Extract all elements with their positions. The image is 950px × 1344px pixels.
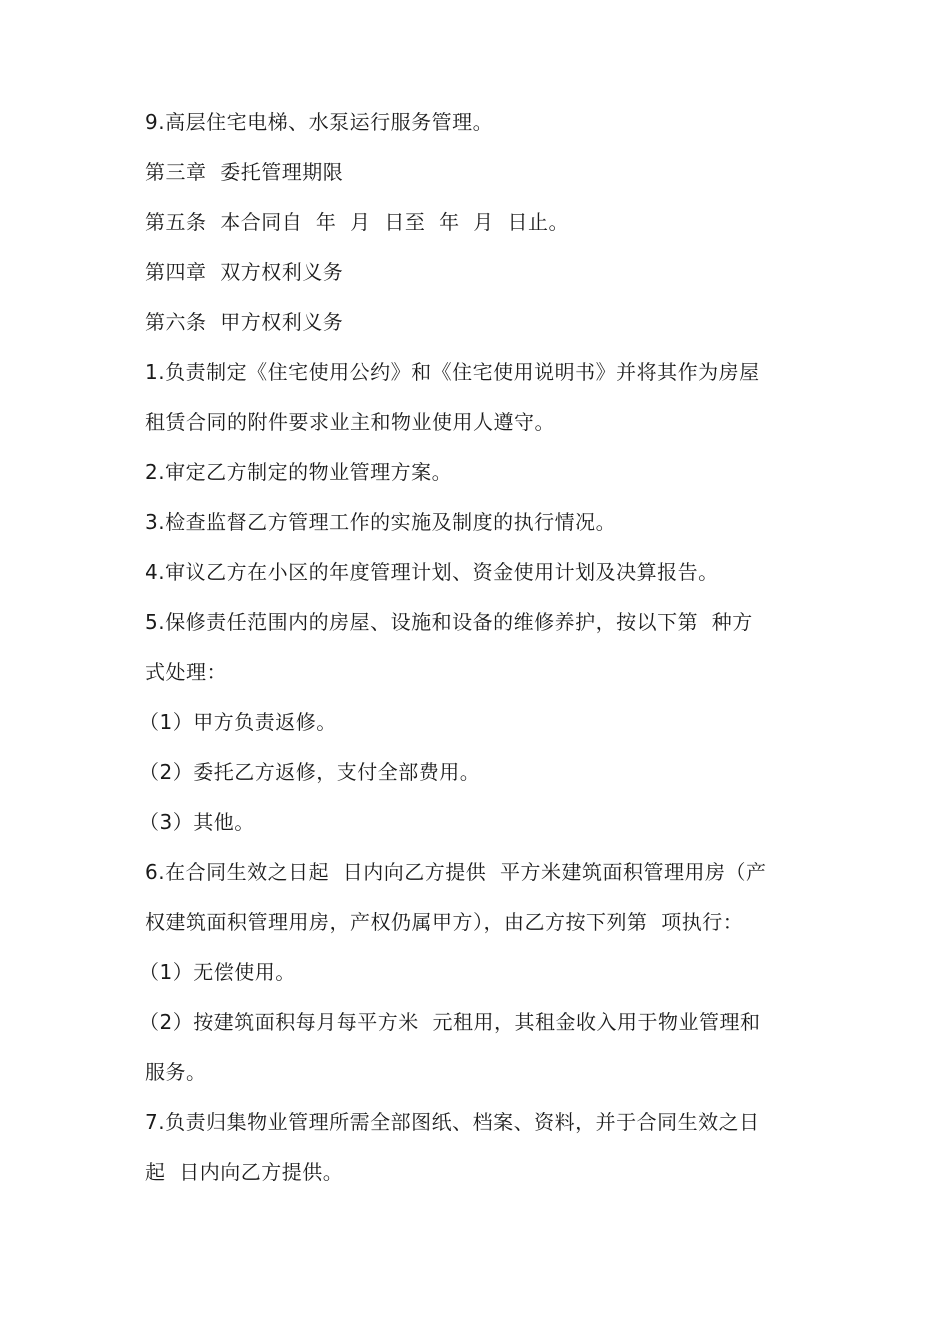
item-2: 2.审定乙方制定的物业管理方案。 [145, 460, 453, 484]
item-5-line-1: 5.保修责任范围内的房屋、设施和设备的维修养护，按以下第 种方 [145, 610, 753, 634]
item-6-line-1: 6.在合同生效之日起 日内向乙方提供 平方米建筑面积管理用房（产 [145, 860, 767, 884]
item-1-line-1: 1.负责制定《住宅使用公约》和《住宅使用说明书》并将其作为房屋 [145, 360, 760, 384]
item-7-line-2: 起 日内向乙方提供。 [145, 1160, 344, 1184]
clause-9-elevator-pump: 9.高层住宅电梯、水泵运行服务管理。 [145, 110, 494, 134]
item-4: 4.审议乙方在小区的年度管理计划、资金使用计划及决算报告。 [145, 560, 719, 584]
item-3: 3.检查监督乙方管理工作的实施及制度的执行情况。 [145, 510, 617, 534]
document-body [139, 97, 815, 1197]
item-7-line-1: 7.负责归集物业管理所需全部图纸、档案、资料，并于合同生效之日 [145, 1110, 760, 1134]
item-6-option-2-line-2: 服务。 [145, 1060, 207, 1084]
chapter-3-heading: 第三章 委托管理期限 [145, 160, 344, 184]
item-5-option-1: （1）甲方负责返修。 [139, 710, 337, 734]
item-6-option-2-line-1: （2）按建筑面积每月每平方米 元租用，其租金收入用于物业管理和 [139, 1010, 761, 1034]
chapter-4-heading: 第四章 双方权利义务 [145, 260, 344, 284]
item-5-line-2: 式处理： [145, 660, 227, 684]
item-5-option-2: （2）委托乙方返修，支付全部费用。 [139, 760, 481, 784]
item-5-option-3: （3）其他。 [139, 810, 255, 834]
article-5-term: 第五条 本合同自 年 月 日至 年 月 日止。 [145, 210, 570, 234]
item-1-line-2: 租赁合同的附件要求业主和物业使用人遵守。 [145, 410, 555, 434]
item-6-line-2: 权建筑面积管理用房，产权仍属甲方），由乙方按下列第 项执行： [145, 910, 744, 934]
item-6-option-1: （1）无偿使用。 [139, 960, 296, 984]
article-6-heading: 第六条 甲方权利义务 [145, 310, 344, 334]
